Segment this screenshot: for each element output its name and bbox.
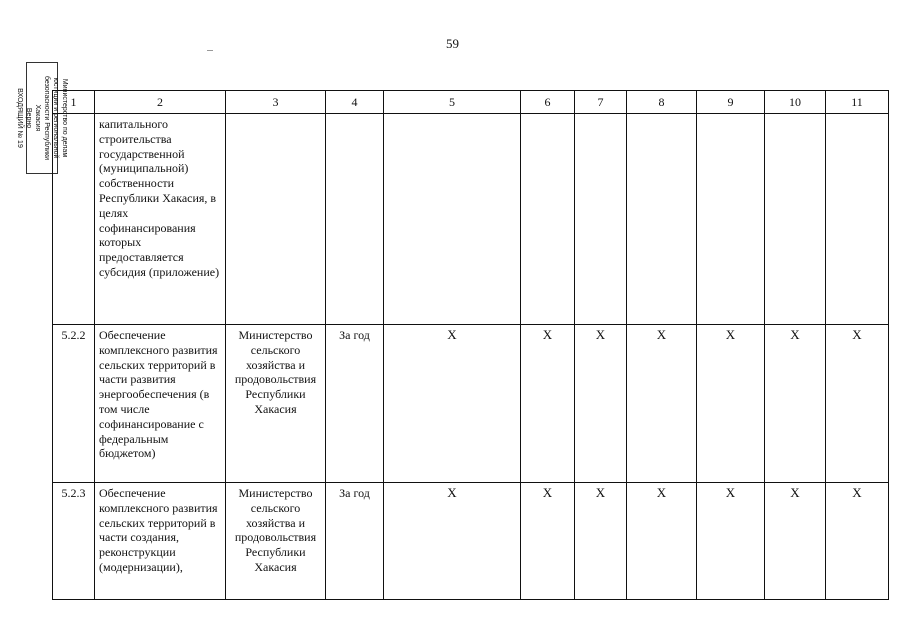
measures-table [52,90,889,600]
column-header: 3 [226,91,326,114]
executor: Министерство сельского хозяйства и продовольствия Республики Хакасия [226,325,326,483]
x-mark: X [826,483,889,600]
x-mark: X [627,483,697,600]
empty-cell [226,114,326,325]
empty-cell [326,114,384,325]
column-header: 4 [326,91,384,114]
x-mark: X [765,483,826,600]
divider [207,50,213,51]
table-row [53,325,889,483]
measure-name: Обеспечение комплексного развития сельских территорий в части развития энергообеспечения (в том числе софинансирование с федеральным бюджетом) [95,325,226,483]
x-mark: X [697,483,765,600]
measure-name: капитального строительства государственной (муниципальной) собственности Республики Хакасия, в целях софинансирования которых предоставляется субсидия (приложение) [95,114,226,325]
column-header: 2 [95,91,226,114]
x-mark: X [697,325,765,483]
x-mark: X [575,483,627,600]
x-mark: X [521,483,575,600]
column-header: 9 [697,91,765,114]
stamp-line: безопасности Республики [43,76,50,160]
column-header: 10 [765,91,826,114]
term: За год [326,325,384,483]
x-mark: X [521,325,575,483]
x-mark: X [765,325,826,483]
measure-name: Обеспечение комплексного развития сельских территорий в части создания, реконструкции (модернизации), [95,483,226,600]
empty-cell [765,114,826,325]
x-mark: X [384,325,521,483]
empty-cell [521,114,575,325]
column-header: 7 [575,91,627,114]
column-header: 6 [521,91,575,114]
empty-cell [697,114,765,325]
column-header: 8 [627,91,697,114]
x-mark: X [826,325,889,483]
empty-cell [575,114,627,325]
column-header: 11 [826,91,889,114]
stamp-line: ВХОДЯЩИЙ № 19 [16,88,23,148]
row-number [53,114,95,325]
empty-cell [627,114,697,325]
x-mark: X [575,325,627,483]
empty-cell [826,114,889,325]
column-header: 5 [384,91,521,114]
x-mark: X [384,483,521,600]
table-row [53,483,889,600]
row-number: 5.2.3 [53,483,95,600]
stamp-line: Министерство по делам [61,78,68,158]
table-row [53,114,889,325]
empty-cell [384,114,521,325]
header-row [53,91,889,114]
term: За год [326,483,384,600]
x-mark: X [627,325,697,483]
page-number: 59 [446,36,459,51]
executor: Министерство сельского хозяйства и продовольствия Республики Хакасия [226,483,326,600]
stamp-line: Хакасия [34,104,41,132]
stamp-line: юстиции и региональной [52,77,59,159]
stamp-line: Верно [25,107,32,129]
column-header: 1 [53,91,95,114]
row-number: 5.2.2 [53,325,95,483]
